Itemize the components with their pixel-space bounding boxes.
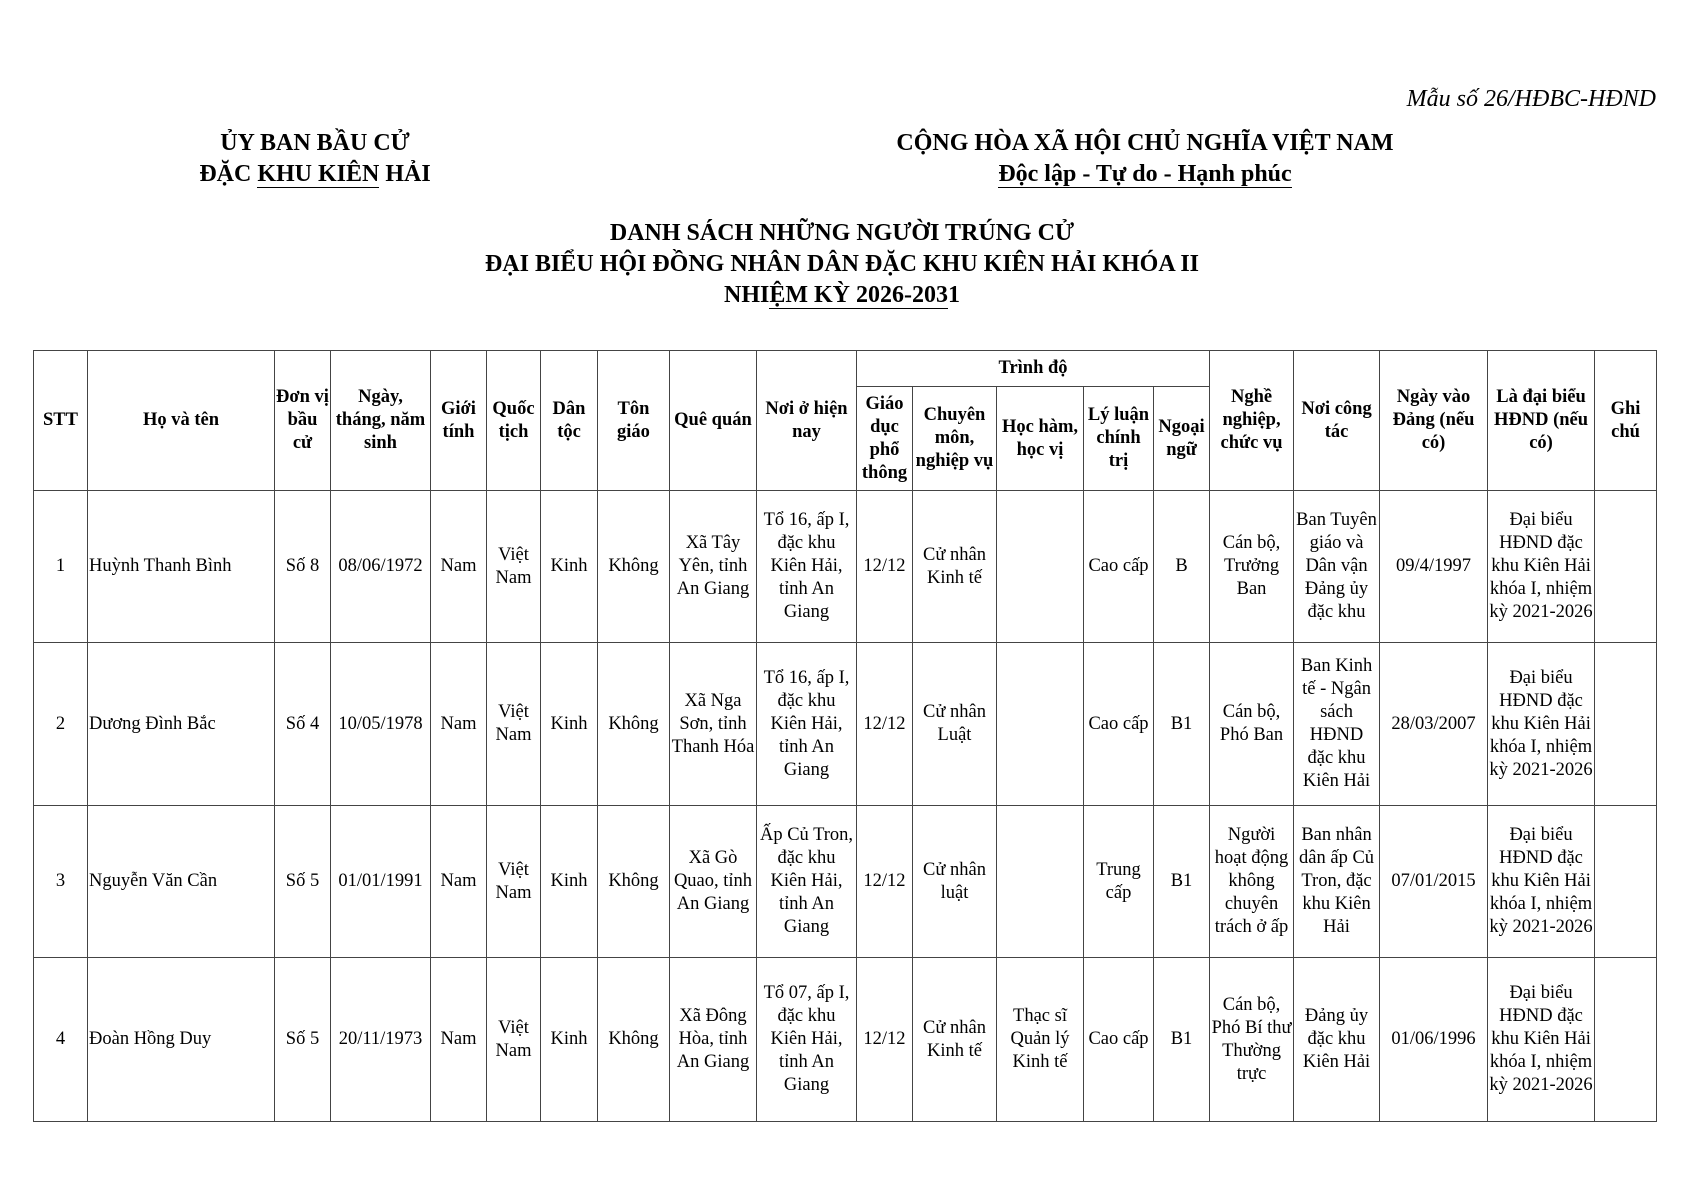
cell-academic: Thạc sĩ Quản lý Kinh tế xyxy=(997,958,1084,1122)
cell-occupation: Cán bộ, Phó Bí thư Thường trực xyxy=(1210,958,1294,1122)
elected-delegates-table xyxy=(33,350,1657,1122)
header-academic: Học hàm, học vị xyxy=(997,387,1084,491)
cell-nationality: Việt Nam xyxy=(487,491,541,643)
title-line-2: ĐẠI BIỂU HỘI ĐỒNG NHÂN DÂN ĐẶC KHU KIÊN HẢI KHÓA II xyxy=(484,251,1200,277)
cell-workplace: Ban Tuyên giáo và Dân vận Đảng ủy đặc khu xyxy=(1294,491,1380,643)
cell-party-date: 07/01/2015 xyxy=(1380,806,1488,958)
cell-hometown: Xã Nga Sơn, tỉnh Thanh Hóa xyxy=(670,643,757,806)
cell-unit: Số 8 xyxy=(275,491,331,643)
cell-dob: 01/01/1991 xyxy=(331,806,431,958)
header-party-date: Ngày vào Đảng (nếu có) xyxy=(1380,351,1488,491)
form-number: Mẫu số 26/HĐBC-HĐND xyxy=(1406,86,1656,112)
motto: Độc lập - Tự do - Hạnh phúc xyxy=(998,161,1292,187)
cell-professional: Cử nhân Kinh tế xyxy=(913,491,997,643)
document-title xyxy=(0,218,1684,311)
cell-party-date: 28/03/2007 xyxy=(1380,643,1488,806)
header-residence: Nơi ở hiện nay xyxy=(757,351,857,491)
header-political: Lý luận chính trị xyxy=(1084,387,1154,491)
table-row xyxy=(34,958,1657,1122)
cell-workplace: Ban nhân dân ấp Củ Tron, đặc khu Kiên Hải xyxy=(1294,806,1380,958)
cell-nationality: Việt Nam xyxy=(487,643,541,806)
cell-note xyxy=(1595,643,1657,806)
header-note: Ghi chú xyxy=(1595,351,1657,491)
cell-note xyxy=(1595,806,1657,958)
header-level-group: Trình độ xyxy=(857,351,1210,387)
title-line-3: NHIỆM KỲ 2026-2031 xyxy=(724,282,960,308)
cell-occupation: Người hoạt động không chuyên trách ở ấp xyxy=(1210,806,1294,958)
cell-is-delegate: Đại biểu HĐND đặc khu Kiên Hải khóa I, nhiệm kỳ 2021-2026 xyxy=(1488,806,1595,958)
cell-academic xyxy=(997,806,1084,958)
cell-gender: Nam xyxy=(431,806,487,958)
cell-residence: Tổ 16, ấp I, đặc khu Kiên Hải, tỉnh An Giang xyxy=(757,643,857,806)
cell-ethnicity: Kinh xyxy=(541,806,598,958)
cell-political: Cao cấp xyxy=(1084,491,1154,643)
authority-line-2: ĐẶC KHU KIÊN HẢI xyxy=(199,161,431,187)
cell-gender: Nam xyxy=(431,958,487,1122)
cell-religion: Không xyxy=(598,643,670,806)
cell-nationality: Việt Nam xyxy=(487,806,541,958)
cell-party-date: 01/06/1996 xyxy=(1380,958,1488,1122)
cell-political: Cao cấp xyxy=(1084,643,1154,806)
country-name: CỘNG HÒA XÃ HỘI CHỦ NGHĨA VIỆT NAM xyxy=(896,130,1394,156)
cell-nationality: Việt Nam xyxy=(487,958,541,1122)
cell-religion: Không xyxy=(598,958,670,1122)
cell-general-edu: 12/12 xyxy=(857,958,913,1122)
cell-name: Đoàn Hồng Duy xyxy=(88,958,275,1122)
cell-general-edu: 12/12 xyxy=(857,491,913,643)
cell-occupation: Cán bộ, Trưởng Ban xyxy=(1210,491,1294,643)
cell-hometown: Xã Gò Quao, tỉnh An Giang xyxy=(670,806,757,958)
header-ethnicity: Dân tộc xyxy=(541,351,598,491)
cell-unit: Số 5 xyxy=(275,958,331,1122)
cell-unit: Số 4 xyxy=(275,643,331,806)
cell-ethnicity: Kinh xyxy=(541,491,598,643)
cell-is-delegate: Đại biểu HĐND đặc khu Kiên Hải khóa I, nhiệm kỳ 2021-2026 xyxy=(1488,958,1595,1122)
cell-professional: Cử nhân Luật xyxy=(913,643,997,806)
cell-ethnicity: Kinh xyxy=(541,958,598,1122)
cell-dob: 10/05/1978 xyxy=(331,643,431,806)
cell-gender: Nam xyxy=(431,643,487,806)
cell-academic xyxy=(997,491,1084,643)
cell-workplace: Đảng ủy đặc khu Kiên Hải xyxy=(1294,958,1380,1122)
table-row xyxy=(34,491,1657,643)
issuing-authority xyxy=(145,128,485,190)
cell-political: Cao cấp xyxy=(1084,958,1154,1122)
header-is-delegate: Là đại biểu HĐND (nếu có) xyxy=(1488,351,1595,491)
cell-language: B1 xyxy=(1154,958,1210,1122)
cell-residence: Tổ 16, ấp I, đặc khu Kiên Hải, tỉnh An Giang xyxy=(757,491,857,643)
cell-dob: 08/06/1972 xyxy=(331,491,431,643)
cell-hometown: Xã Đông Hòa, tỉnh An Giang xyxy=(670,958,757,1122)
cell-religion: Không xyxy=(598,806,670,958)
cell-dob: 20/11/1973 xyxy=(331,958,431,1122)
cell-political: Trung cấp xyxy=(1084,806,1154,958)
cell-hometown: Xã Tây Yên, tỉnh An Giang xyxy=(670,491,757,643)
header-language: Ngoại ngữ xyxy=(1154,387,1210,491)
header-general-edu: Giáo dục phổ thông xyxy=(857,387,913,491)
header-occupation: Nghề nghiệp, chức vụ xyxy=(1210,351,1294,491)
cell-stt: 3 xyxy=(34,806,88,958)
title-line-1: DANH SÁCH NHỮNG NGƯỜI TRÚNG CỬ xyxy=(609,220,1075,246)
header-hometown: Quê quán xyxy=(670,351,757,491)
cell-language: B xyxy=(1154,491,1210,643)
header-name: Họ và tên xyxy=(88,351,275,491)
cell-stt: 2 xyxy=(34,643,88,806)
header-professional: Chuyên môn, nghiệp vụ xyxy=(913,387,997,491)
authority-line-1: ỦY BAN BẦU CỬ xyxy=(220,130,410,156)
cell-occupation: Cán bộ, Phó Ban xyxy=(1210,643,1294,806)
cell-professional: Cử nhân Kinh tế xyxy=(913,958,997,1122)
header-unit: Đơn vị bầu cử xyxy=(275,351,331,491)
header-dob: Ngày, tháng, năm sinh xyxy=(331,351,431,491)
header-stt: STT xyxy=(34,351,88,491)
cell-gender: Nam xyxy=(431,491,487,643)
header-nationality: Quốc tịch xyxy=(487,351,541,491)
cell-ethnicity: Kinh xyxy=(541,643,598,806)
cell-party-date: 09/4/1997 xyxy=(1380,491,1488,643)
cell-language: B1 xyxy=(1154,643,1210,806)
cell-professional: Cử nhân luật xyxy=(913,806,997,958)
cell-workplace: Ban Kinh tế - Ngân sách HĐND đặc khu Kiên Hải xyxy=(1294,643,1380,806)
header-workplace: Nơi công tác xyxy=(1294,351,1380,491)
header-religion: Tôn giáo xyxy=(598,351,670,491)
cell-religion: Không xyxy=(598,491,670,643)
cell-general-edu: 12/12 xyxy=(857,806,913,958)
cell-residence: Ấp Củ Tron, đặc khu Kiên Hải, tỉnh An Giang xyxy=(757,806,857,958)
cell-academic xyxy=(997,643,1084,806)
cell-is-delegate: Đại biểu HĐND đặc khu Kiên Hải khóa I, nhiệm kỳ 2021-2026 xyxy=(1488,643,1595,806)
cell-stt: 4 xyxy=(34,958,88,1122)
cell-name: Huỳnh Thanh Bình xyxy=(88,491,275,643)
cell-is-delegate: Đại biểu HĐND đặc khu Kiên Hải khóa I, nhiệm kỳ 2021-2026 xyxy=(1488,491,1595,643)
table-row xyxy=(34,643,1657,806)
cell-general-edu: 12/12 xyxy=(857,643,913,806)
cell-name: Dương Đình Bắc xyxy=(88,643,275,806)
cell-stt: 1 xyxy=(34,491,88,643)
cell-residence: Tổ 07, ấp I, đặc khu Kiên Hải, tỉnh An Giang xyxy=(757,958,857,1122)
cell-name: Nguyễn Văn Cần xyxy=(88,806,275,958)
table-row xyxy=(34,806,1657,958)
cell-language: B1 xyxy=(1154,806,1210,958)
cell-note xyxy=(1595,491,1657,643)
header-gender: Giới tính xyxy=(431,351,487,491)
national-motto xyxy=(855,128,1435,190)
cell-note xyxy=(1595,958,1657,1122)
cell-unit: Số 5 xyxy=(275,806,331,958)
